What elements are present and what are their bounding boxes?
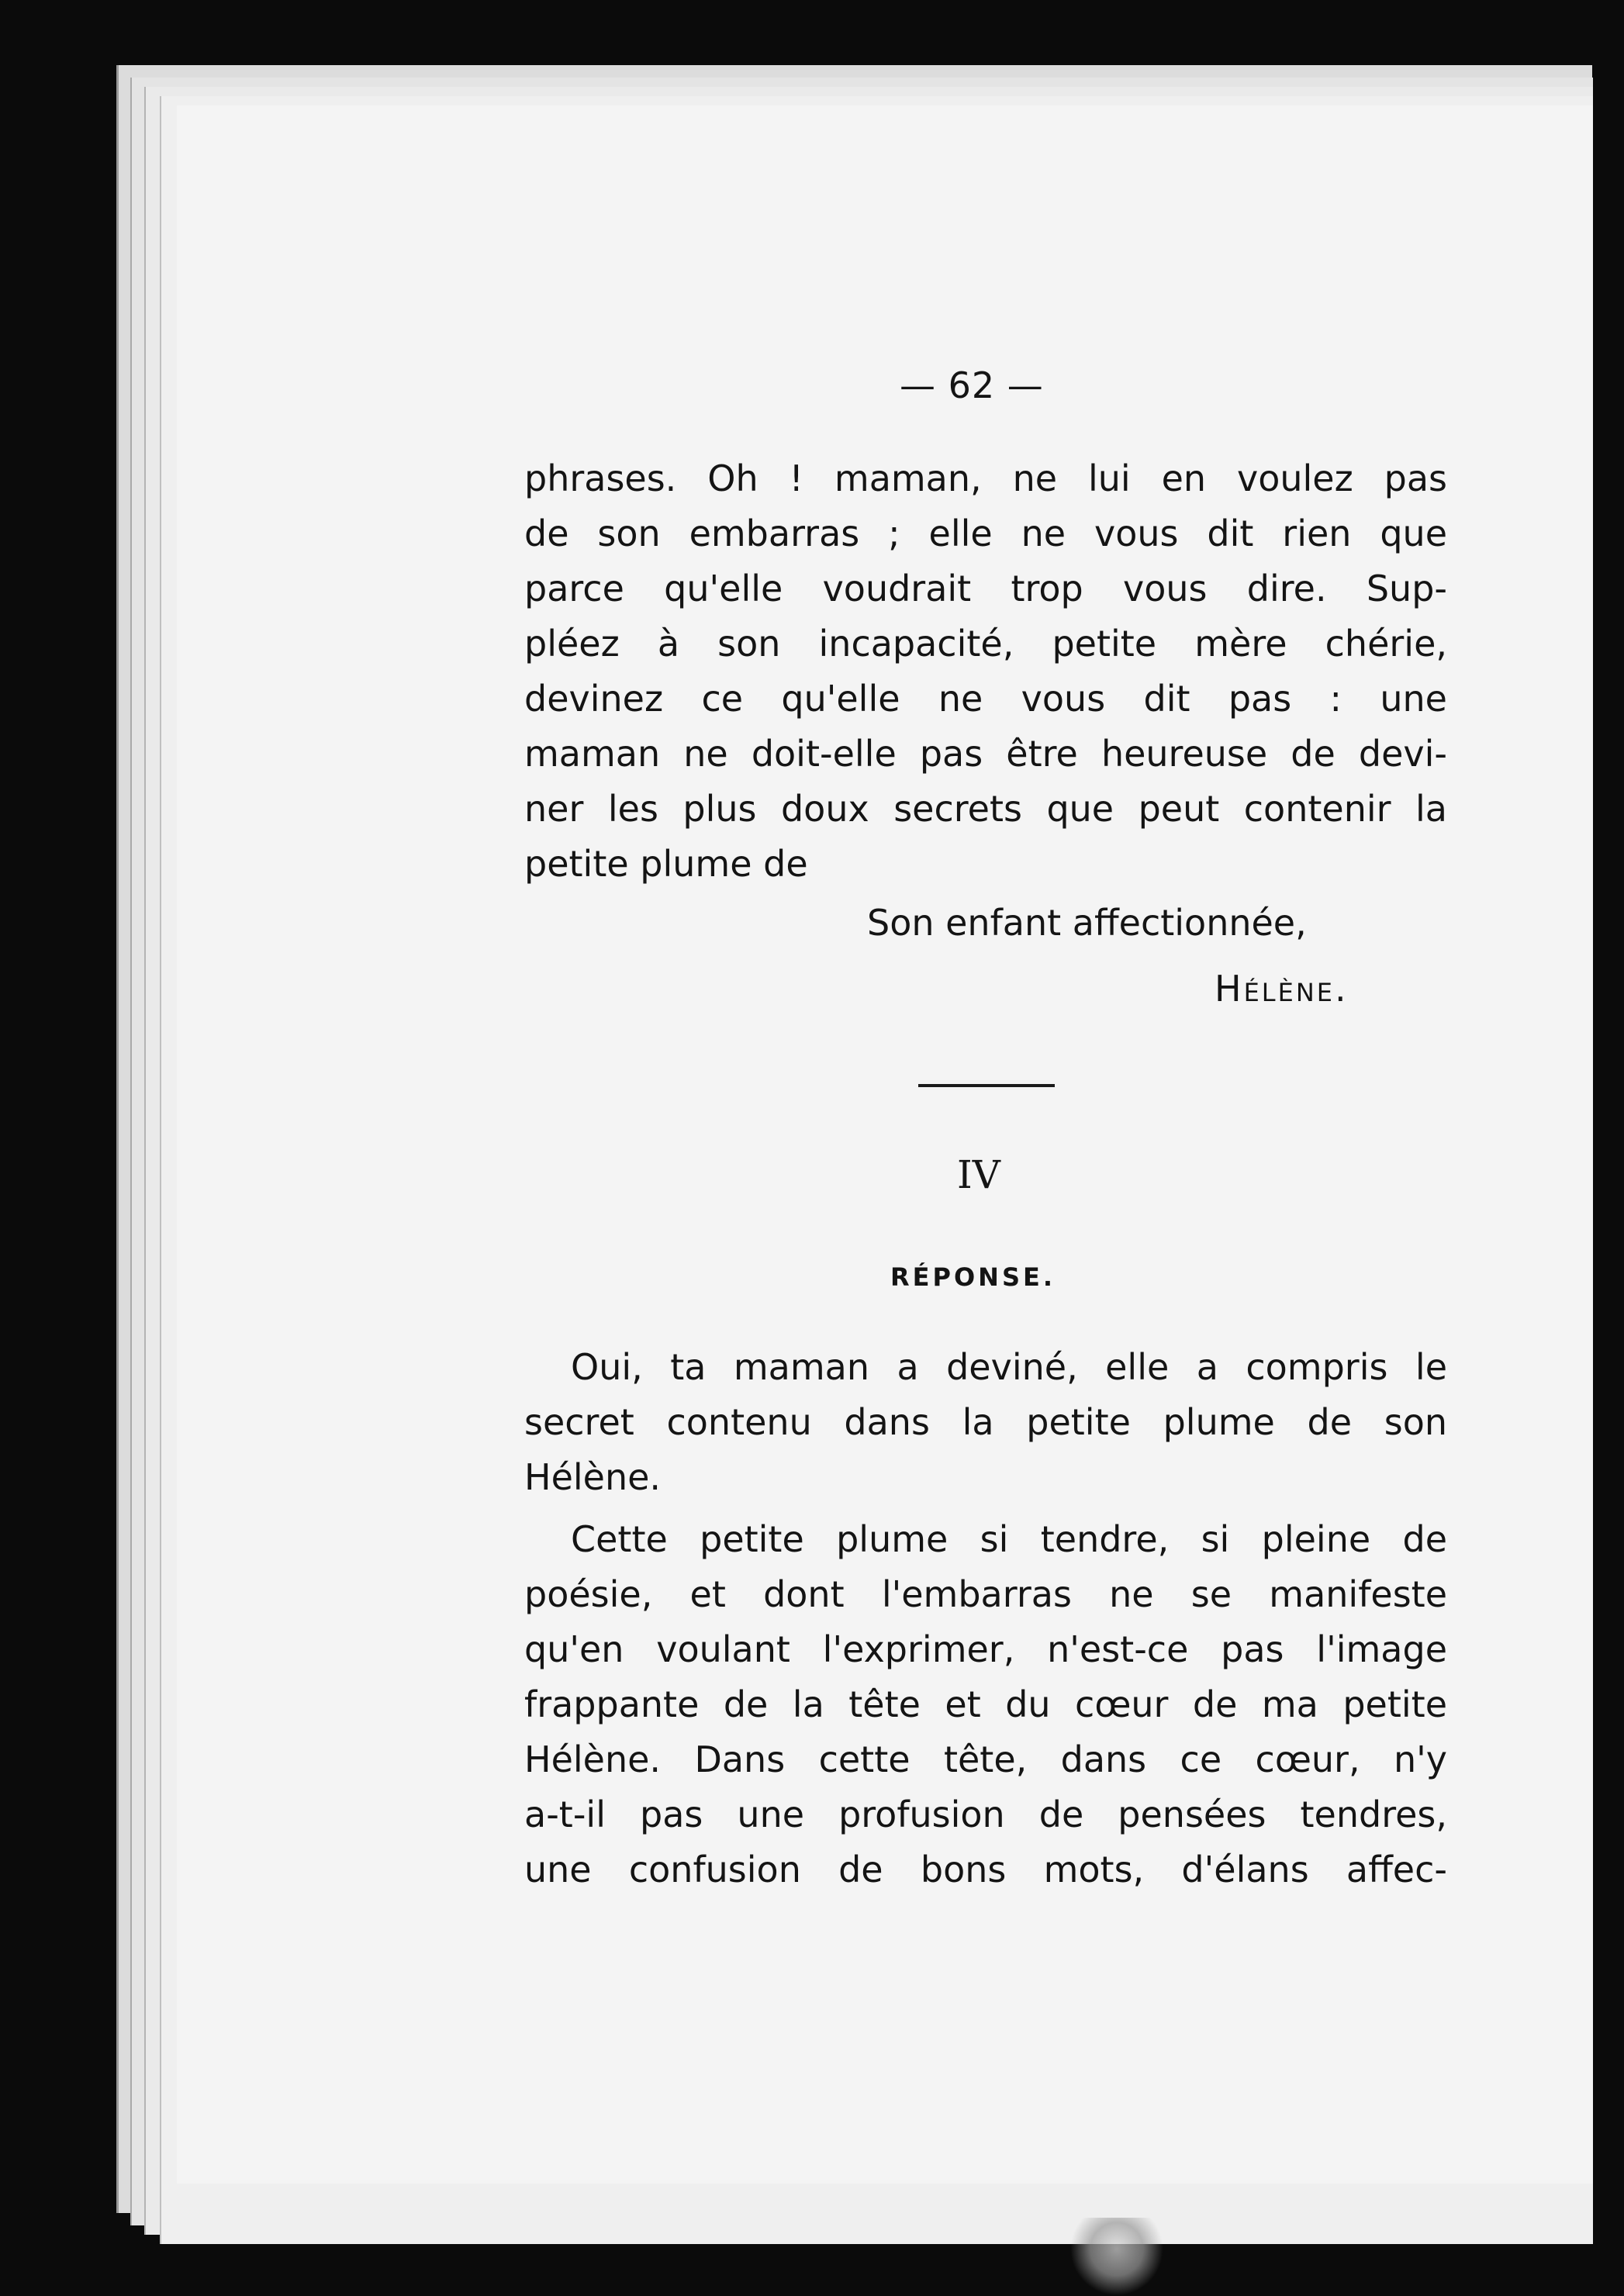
text-line: maman ne doit-elle pas être heureuse de devi- xyxy=(524,733,1447,775)
text-line: Hélène. Dans cette tête, dans ce cœur, n'y xyxy=(524,1738,1447,1780)
text-line: ner les plus doux secrets que peut contenir la xyxy=(524,788,1447,830)
section-divider xyxy=(918,1084,1055,1087)
text-line: de son embarras ; elle ne vous dit rien que xyxy=(524,513,1447,554)
page-number: — 62 — xyxy=(900,364,1044,406)
text-line: Cette petite plume si tendre, si pleine de xyxy=(571,1518,1447,1560)
paragraph-reponse-2 xyxy=(524,1512,1447,1897)
text-line: a-t-il pas une profusion de pensées tendres, xyxy=(524,1794,1447,1835)
text-line: pléez à son incapacité, petite mère chérie, xyxy=(524,623,1447,665)
scan-artifact xyxy=(1070,2218,1163,2296)
letter-signature: Hélène. xyxy=(1215,968,1349,1010)
letter-signoff: Son enfant affectionnée, xyxy=(867,902,1307,944)
scan-border xyxy=(1593,0,1624,2296)
text-line: devinez ce qu'elle ne vous dit pas : une xyxy=(524,678,1447,720)
text-line: poésie, et dont l'embarras ne se manifeste xyxy=(524,1573,1447,1615)
paragraph-reponse-1 xyxy=(524,1340,1447,1505)
text-line: Hélène. xyxy=(524,1456,662,1498)
chapter-title: RÉPONSE. xyxy=(890,1262,1056,1292)
text-line: qu'en voulant l'exprimer, n'est-ce pas l'image xyxy=(524,1628,1447,1670)
text-line: secret contenu dans la petite plume de son xyxy=(524,1401,1447,1443)
text-line: Oui, ta maman a deviné, elle a compris le xyxy=(571,1346,1447,1388)
text-line: une confusion de bons mots, d'élans affec- xyxy=(524,1849,1447,1890)
paragraph-continued xyxy=(524,451,1447,892)
text-line: petite plume de xyxy=(524,843,808,885)
text-line: frappante de la tête et du cœur de ma petite xyxy=(524,1683,1447,1725)
text-line: parce qu'elle voudrait trop vous dire. Sup- xyxy=(524,568,1447,609)
text-line: phrases. Oh ! maman, ne lui en voulez pas xyxy=(524,457,1447,499)
chapter-number: IV xyxy=(957,1152,1000,1197)
